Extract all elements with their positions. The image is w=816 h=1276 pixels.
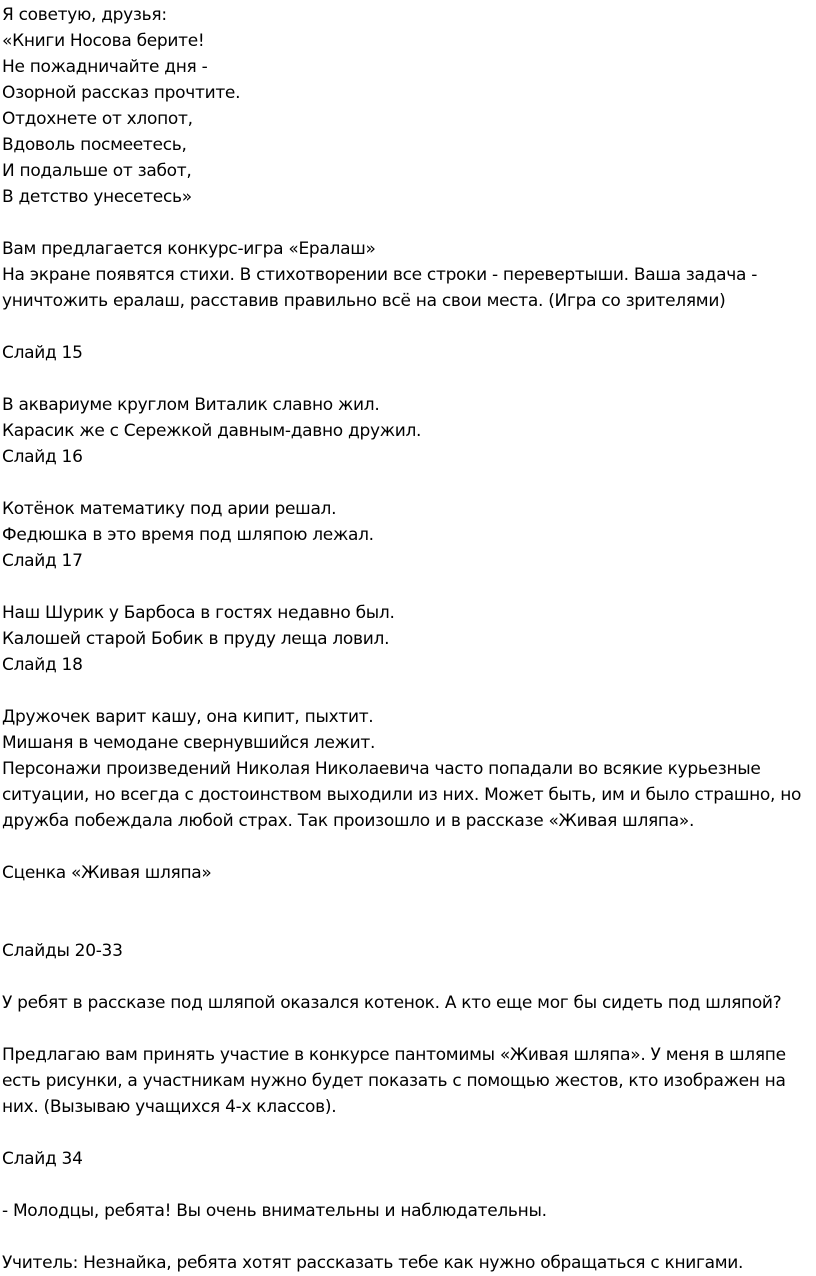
verse-line: Наш Шурик у Барбоса в гостях недавно был. <box>2 603 395 623</box>
poem-line: Вдоволь посмеетесь, <box>2 135 187 155</box>
poem-line: И подальше от забот, <box>2 161 192 181</box>
verse-line: Дружочек варит кашу, она кипит, пыхтит. <box>2 707 374 727</box>
slide-15-verse <box>2 392 814 444</box>
paragraph-line: Предлагаю вам принять участие в конкурсе пантомимы «Живая шляпа». У меня в шляпе <box>2 1045 786 1065</box>
poem <box>2 2 814 210</box>
slide-18-verse <box>2 704 814 756</box>
poem-line: Озорной рассказ прочтите. <box>2 83 241 103</box>
paragraph-line: дружба побеждала любой страх. Так произошло и в рассказе «Живая шляпа». <box>2 811 695 831</box>
slide-17-label: Слайд 17 <box>2 551 83 571</box>
verse-line: Калошей старой Бобик в пруду леща ловил. <box>2 629 390 649</box>
scene-label: Сценка «Живая шляпа» <box>2 863 212 883</box>
verse-line: Карасик же с Сережкой давным-давно дружил. <box>2 421 422 441</box>
praise-line: - Молодцы, ребята! Вы очень внимательны и наблюдательны. <box>2 1201 547 1221</box>
slide-15-label: Слайд 15 <box>2 343 83 363</box>
poem-line: «Книги Носова берите! <box>2 31 205 51</box>
poem-line: В детство унесетесь» <box>2 187 192 207</box>
slide-34-label: Слайд 34 <box>2 1149 83 1169</box>
characters-paragraph <box>2 756 814 834</box>
slide-18-label: Слайд 18 <box>2 655 83 675</box>
paragraph-line: Персонажи произведений Николая Николаевича часто попадали во всякие курьезные <box>2 759 761 779</box>
slide-16-label: Слайд 16 <box>2 447 83 467</box>
poem-line: Отдохнете от хлопот, <box>2 109 193 129</box>
verse-line: Котёнок математику под арии решал. <box>2 499 337 519</box>
kitten-question: У ребят в рассказе под шляпой оказался котенок. А кто еще мог бы сидеть под шляпой? <box>2 993 782 1013</box>
contest-intro <box>2 236 814 314</box>
paragraph-line: них. (Вызываю учащихся 4-х классов). <box>2 1097 337 1117</box>
paragraph-line: есть рисунки, а участникам нужно будет показать с помощью жестов, кто изображен на <box>2 1071 786 1091</box>
poem-line: Я советую, друзья: <box>2 5 167 25</box>
document-page <box>2 2 814 1276</box>
paragraph-line: Вам предлагается конкурс-игра «Ералаш» <box>2 239 376 259</box>
verse-line: Мишаня в чемодане свернувшийся лежит. <box>2 733 376 753</box>
paragraph-line: На экране появятся стихи. В стихотворении все строки - перевертыши. Ваша задача - <box>2 265 758 285</box>
slide-16-verse <box>2 496 814 548</box>
slides-20-33-label: Слайды 20-33 <box>2 941 123 961</box>
teacher-line: Учитель: Незнайка, ребята хотят рассказать тебе как нужно обращаться с книгами. <box>2 1253 744 1273</box>
verse-line: Федюшка в это время под шляпою лежал. <box>2 525 374 545</box>
pantomime-paragraph <box>2 1042 814 1120</box>
slide-17-verse <box>2 600 814 652</box>
poem-line: Не пожадничайте дня - <box>2 57 208 77</box>
paragraph-line: ситуации, но всегда с достоинством выходили из них. Может быть, им и было страшно, но <box>2 785 802 805</box>
paragraph-line: уничтожить ералаш, расставив правильно всё на свои места. (Игра со зрителями) <box>2 291 726 311</box>
verse-line: В аквариуме круглом Виталик славно жил. <box>2 395 380 415</box>
